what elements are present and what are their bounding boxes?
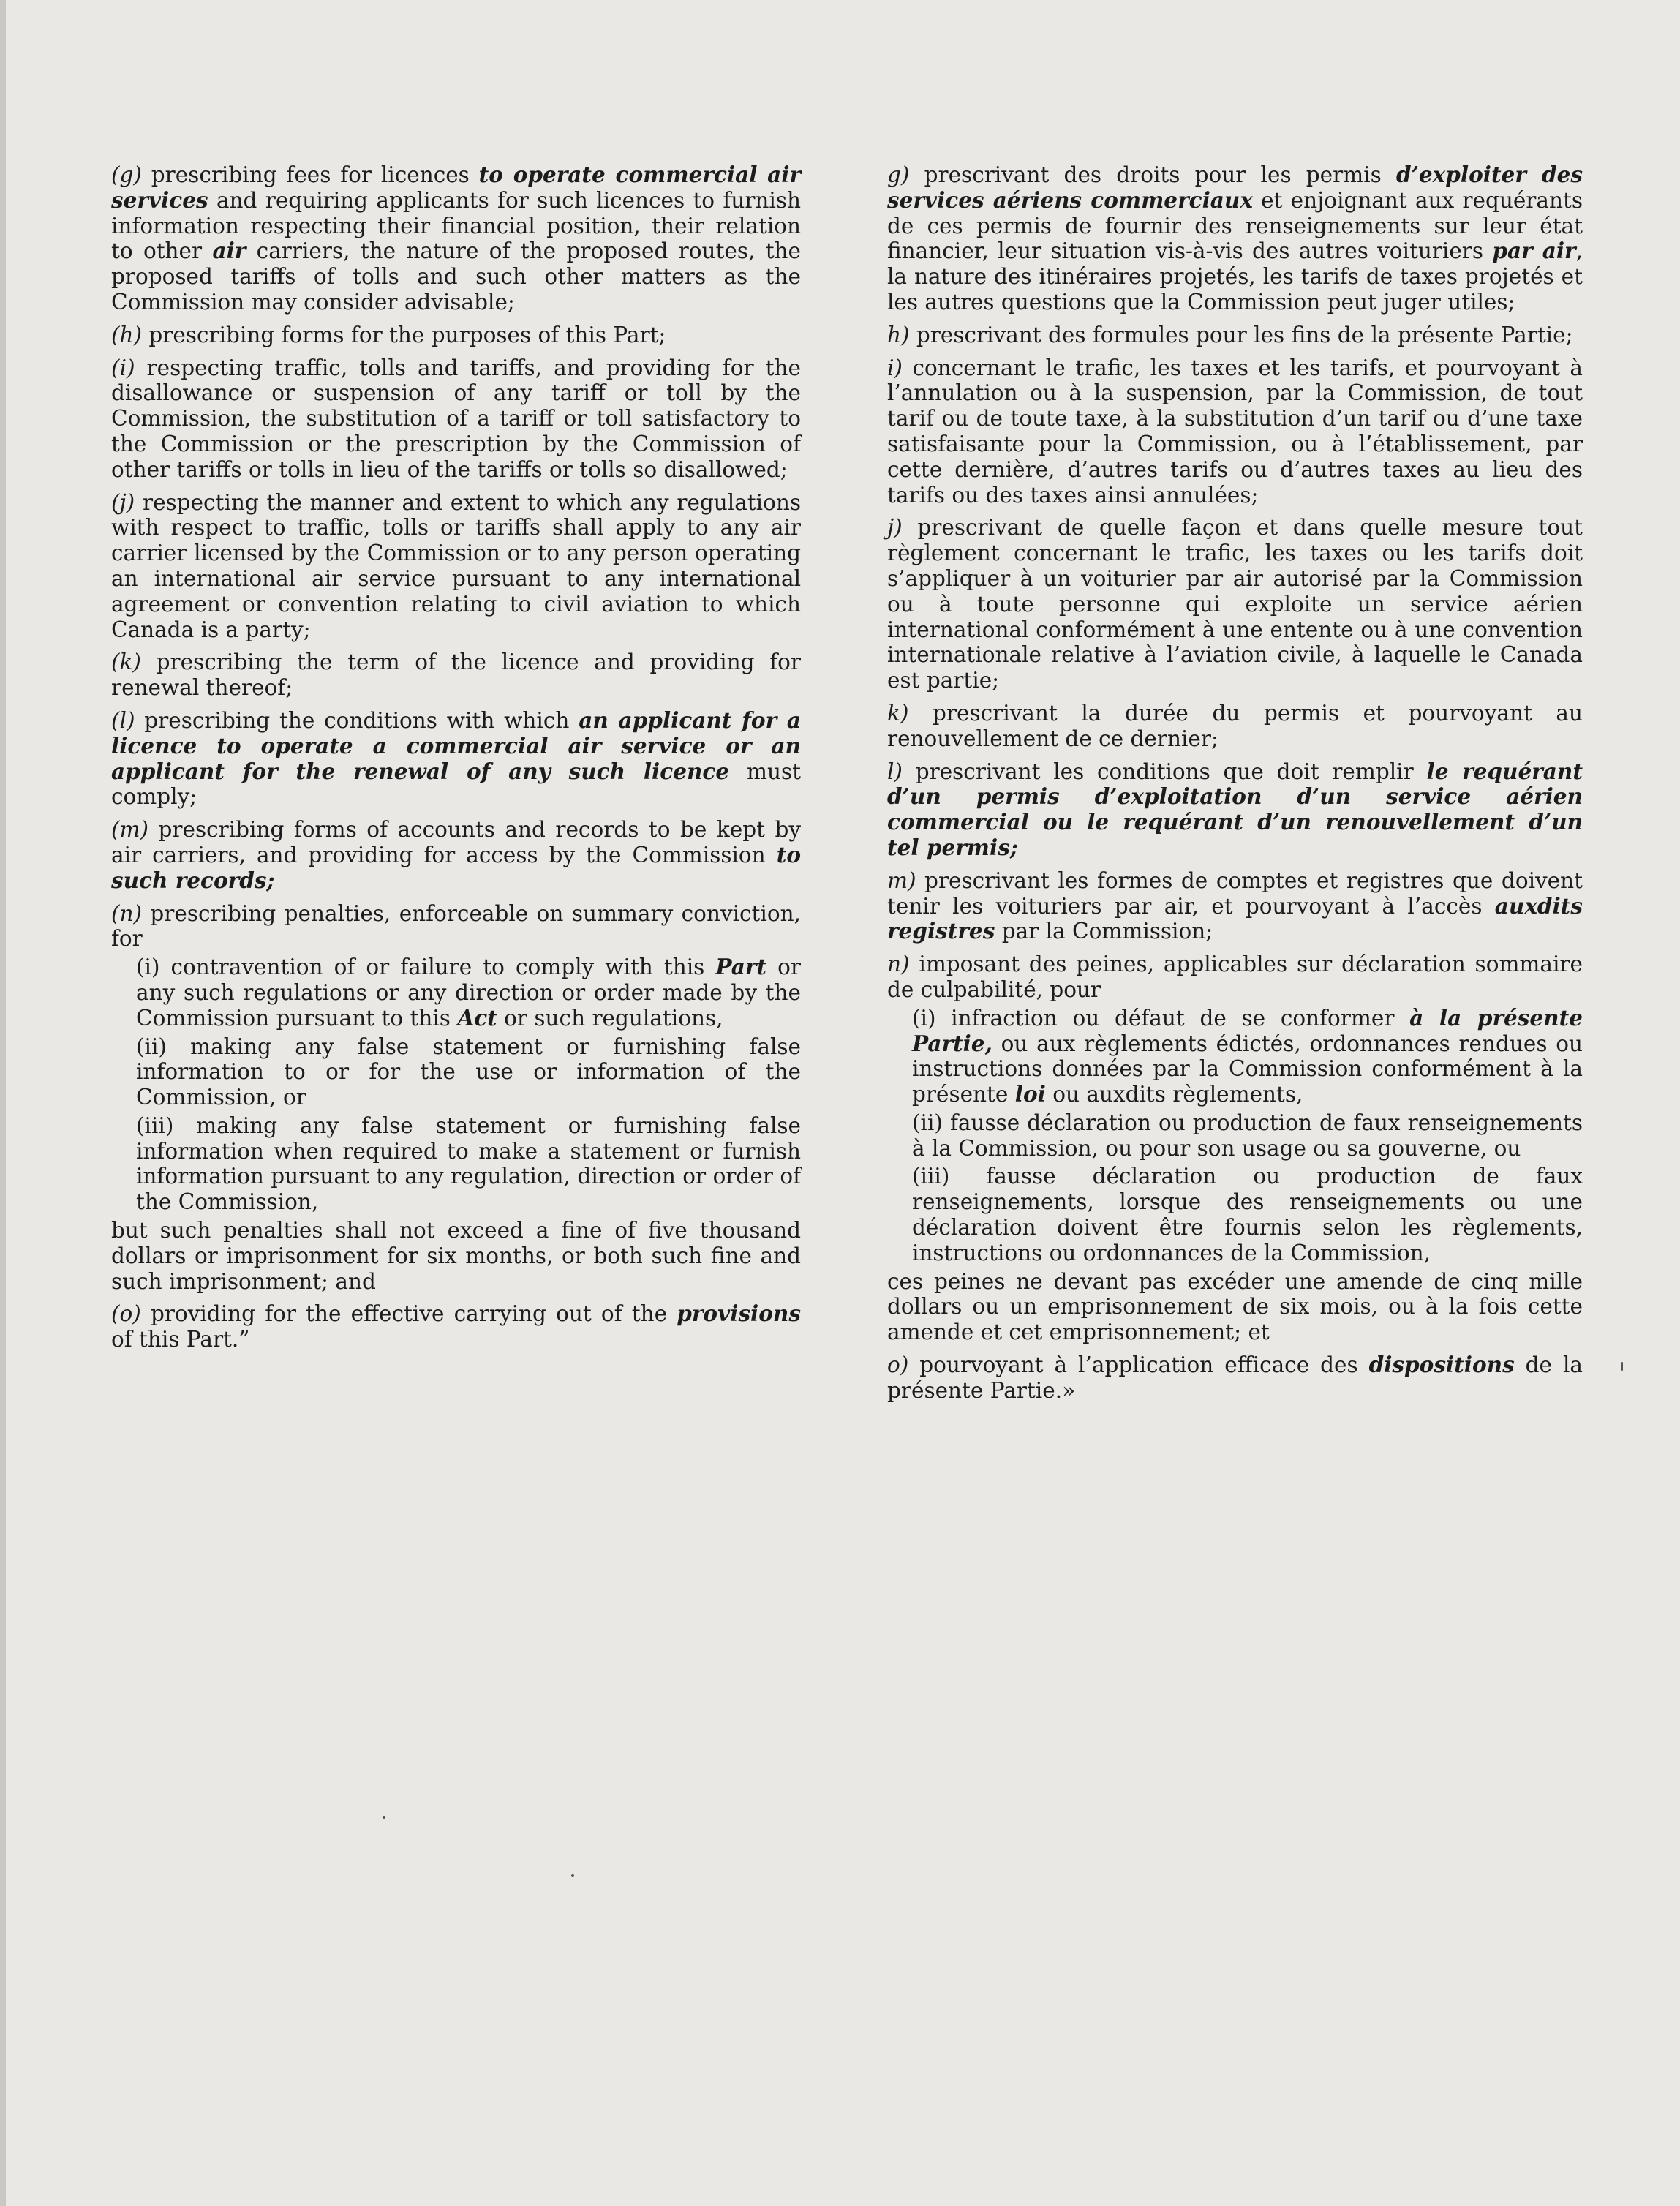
fr-paragraph-j: j) prescrivant de quelle façon et dans quelle mesure tout règlement concernant le trafic, les taxes ou les tarifs doit s’appliquer à un voiturier par air autorisé par la Commission ou à toute personne qui exploite un service aérien international conformément à une entente ou à une convention internationale relative à l’aviation civile, à laquelle le Canada est partie; xyxy=(887,515,1583,693)
en-paragraph-k: (k) prescribing the term of the licence and providing for renewal thereof; xyxy=(111,650,801,701)
en-penalty-clause: but such penalties shall not exceed a fine of five thousand dollars or imprisonment for six months, or both such fine and such imprisonment; and xyxy=(111,1218,801,1294)
french-column xyxy=(887,162,1583,1411)
ink-mark xyxy=(1621,1362,1623,1371)
en-paragraph-i: (i) respecting traffic, tolls and tariffs, and providing for the disallowance or suspension of any tariff or toll by the Commission, the substitution of a tariff or toll satisfactory to the Commission or the prescription by the Commission of other tariffs or tolls in lieu of the tariffs or tolls so disallowed; xyxy=(111,355,801,482)
page-binding-edge xyxy=(0,0,6,2206)
en-paragraph-j: (j) respecting the manner and extent to which any regulations with respect to traffic, tolls or tariffs shall apply to any air carrier licensed by the Commission or to any person operating an international air service pursuant to any international agreement or convention relating to civil aviation to which Canada is a party; xyxy=(111,489,801,642)
fr-paragraph-h: h) prescrivant des formules pour les fins de la présente Partie; xyxy=(887,322,1573,347)
fr-paragraph-o: o) pourvoyant à l’application efficace des dispositions de la présente Partie.» xyxy=(887,1352,1583,1403)
en-paragraph-n: (n) prescribing penalties, enforceable on summary conviction, for xyxy=(111,900,801,952)
ink-dot xyxy=(383,1816,385,1819)
en-paragraph-g: (g) prescribing fees for licences to operate commercial air services and requiring applicants for such licences to furnish information respecting their financial position, their relation to other air carriers, the nature of the proposed routes, the proposed tariffs of tolls and such other matters as the Commission may consider advisable; xyxy=(111,162,802,315)
english-column xyxy=(111,162,801,1360)
fr-paragraph-i: i) concernant le trafic, les taxes et les tarifs, et pourvoyant à l’annulation ou à la suspension, par la Commission, de tout tarif ou de toute taxe, à la substitution d’un tarif ou d’une taxe satisfaisante pour la Commission, ou à l’établissement, par cette dernière, d’autres tarifs ou d’autres taxes au lieu des tarifs ou des taxes ainsi annulées; xyxy=(887,355,1583,508)
fr-paragraph-m: m) prescrivant les formes de comptes et registres que doivent tenir les voituriers par air, et pourvoyant à l’accès auxdits registres par la Commission; xyxy=(887,867,1583,944)
fr-paragraph-g: g) prescrivant des droits pour les permis d’exploiter des services aériens commerciaux et enjoignant aux requérants de ces permis de fournir des renseignements sur leur état financier, leur situation vis-à-vis des autres voituriers par air, la nature des itinéraires projetés, les tarifs de taxes projetés et les autres questions que la Commission peut juger utiles; xyxy=(887,162,1583,315)
en-paragraph-l: (l) prescribing the conditions with which an applicant for a licence to operate a commercial air service or an applicant for the renewal of any such licence must comply; xyxy=(111,707,801,810)
en-subparagraph-n-iii: (iii) making any false statement or furnishing false information when required to make a statement or furnish information pursuant to any regulation, direction or order of the Commission, xyxy=(136,1113,801,1215)
en-subparagraph-n-i: (i) contravention of or failure to comply with this Part or any such regulations or any direction or order made by the Commission pursuant to this Act or such regulations, xyxy=(136,954,801,1031)
fr-penalty-clause: ces peines ne devant pas excéder une amende de cinq mille dollars ou un emprisonnement de six mois, ou à la fois cette amende et cet emprisonnement; et xyxy=(887,1268,1583,1345)
fr-paragraph-l: l) prescrivant les conditions que doit remplir le requérant d’un permis d’exploitation d’un service aérien commercial ou le requérant d’un renouvellement d’un tel permis; xyxy=(887,758,1583,860)
en-paragraph-m: (m) prescribing forms of accounts and records to be kept by air carriers, and providing for access by the Commission to such records; xyxy=(111,817,801,893)
en-paragraph-h: (h) prescribing forms for the purposes of this Part; xyxy=(111,322,666,347)
fr-subparagraph-n-i: (i) infraction ou défaut de se conformer à la présente Partie, ou aux règlements édictés, ordonnances rendues ou instructions données par la Commission conformément à la présente loi ou auxdits règlements, xyxy=(912,1004,1583,1107)
fr-subparagraph-n-ii: (ii) fausse déclaration ou production de faux renseignements à la Commission, ou pour son usage ou sa gouverne, ou xyxy=(912,1110,1583,1161)
fr-paragraph-k: k) prescrivant la durée du permis et pourvoyant au renouvellement de ce dernier; xyxy=(887,700,1583,751)
en-paragraph-o: (o) providing for the effective carrying out of the provisions of this Part.” xyxy=(111,1300,801,1352)
fr-paragraph-n: n) imposant des peines, applicables sur déclaration sommaire de culpabilité, pour xyxy=(887,952,1583,1002)
ink-dot xyxy=(571,1874,574,1877)
fr-subparagraph-n-iii: (iii) fausse déclaration ou production de faux renseignements, lorsque des renseignements ou une déclaration doivent être fournis selon les règlements, instructions ou ordonnances de la Commission, xyxy=(912,1164,1583,1265)
en-subparagraph-n-ii: (ii) making any false statement or furnishing false information to or for the use or information of the Commission, or xyxy=(136,1034,801,1110)
